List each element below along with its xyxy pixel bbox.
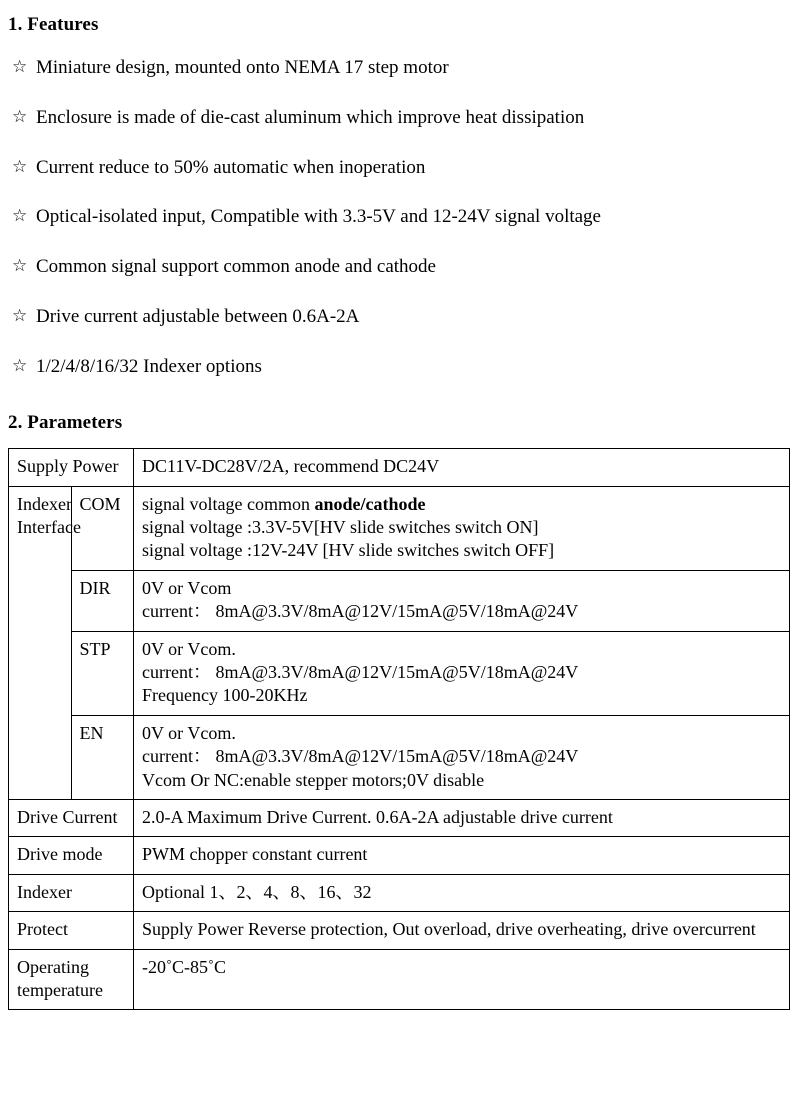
table-row — [9, 949, 790, 1010]
star-icon: ☆ — [12, 57, 28, 76]
star-icon: ☆ — [12, 106, 28, 126]
com-line-1-text: signal voltage common — [142, 493, 315, 514]
row-sublabel-dir: DIR — [71, 570, 134, 631]
page-title-parameters: 2. Parameters — [8, 412, 123, 434]
table-row — [9, 799, 790, 836]
en-line-1: 0V or Vcom. — [142, 722, 236, 743]
table-row — [9, 837, 790, 874]
list-item — [8, 56, 790, 80]
feature-text: Current reduce to 50% automatic when inoperation — [36, 156, 426, 178]
row-label-drive-mode: Drive mode — [9, 837, 134, 874]
table-row — [9, 449, 790, 486]
list-item — [8, 156, 790, 180]
row-value-dir — [134, 570, 790, 631]
table-row — [9, 631, 790, 715]
com-line-2: signal voltage :3.3V-5V[HV slide switches switch ON] — [142, 517, 539, 538]
dir-line-1: 0V or Vcom — [142, 577, 232, 598]
list-item — [8, 255, 790, 279]
feature-text: Optical-isolated input, Compatible with 3.3-5V and 12-24V signal voltage — [36, 206, 601, 228]
table-row — [9, 486, 790, 570]
features-list — [8, 56, 790, 378]
row-label-supply-power: Supply Power — [9, 449, 134, 486]
list-item — [8, 355, 790, 379]
indexer-interface-label-line1: Indexer — [17, 493, 72, 514]
row-value-protect: Supply Power Reverse protection, Out overload, drive overheating, drive overcurrent — [134, 912, 790, 949]
stp-line-1: 0V or Vcom. — [142, 638, 236, 659]
row-value-en — [134, 715, 790, 799]
star-icon: ☆ — [12, 206, 28, 226]
row-sublabel-stp: STP — [71, 631, 134, 715]
feature-text: 1/2/4/8/16/32 Indexer options — [36, 355, 262, 377]
row-sublabel-en: EN — [71, 715, 134, 799]
row-value-operating-temperature: -20˚C-85˚C — [134, 949, 790, 1010]
operating-temperature-label-line1: Operating — [17, 956, 89, 977]
feature-text: Common signal support common anode and cathode — [36, 256, 436, 277]
stp-line-2: current： 8mA@3.3V/8mA@12V/15mA@5V/18mA@24V — [142, 661, 579, 682]
row-label-operating-temperature — [9, 949, 134, 1010]
table-row — [9, 912, 790, 949]
row-label-indexer: Indexer — [9, 874, 134, 911]
list-item — [8, 106, 790, 130]
com-line-1 — [142, 493, 781, 516]
dir-line-2: current： 8mA@3.3V/8mA@12V/15mA@5V/18mA@24V — [142, 601, 579, 622]
page-title-features: 1. Features — [8, 14, 99, 35]
table-row — [9, 570, 790, 631]
star-icon: ☆ — [12, 305, 28, 325]
row-label-drive-current: Drive Current — [9, 799, 134, 836]
feature-text: Drive current adjustable between 0.6A-2A — [36, 305, 360, 327]
row-value-indexer: Optional 1、2、4、8、16、32 — [134, 874, 790, 911]
indexer-interface-label-line2: Interface — [17, 517, 81, 538]
table-row — [9, 874, 790, 911]
stp-line-3: Frequency 100-20KHz — [142, 685, 308, 706]
row-label-protect: Protect — [9, 912, 134, 949]
com-line-1-bold: anode/cathode — [314, 493, 426, 514]
row-value-supply-power: DC11V-DC28V/2A, recommend DC24V — [134, 449, 790, 486]
star-icon: ☆ — [12, 256, 28, 275]
operating-temperature-label-line2: temperature — [17, 979, 103, 1000]
feature-text: Enclosure is made of die-cast aluminum which improve heat dissipation — [36, 106, 585, 128]
list-item — [8, 205, 790, 229]
en-line-3: Vcom Or NC:enable stepper motors;0V disable — [142, 769, 485, 790]
list-item — [8, 305, 790, 329]
star-icon: ☆ — [12, 156, 28, 176]
row-value-com — [134, 486, 790, 570]
feature-text: Miniature design, mounted onto NEMA 17 step motor — [36, 57, 449, 78]
star-icon: ☆ — [12, 355, 28, 375]
row-value-stp — [134, 631, 790, 715]
row-value-drive-current: 2.0-A Maximum Drive Current. 0.6A-2A adjustable drive current — [134, 799, 790, 836]
table-row — [9, 715, 790, 799]
row-value-drive-mode: PWM chopper constant current — [134, 837, 790, 874]
row-label-indexer-interface — [9, 486, 81, 799]
row-sublabel-com: COM — [71, 486, 134, 570]
parameters-table — [8, 448, 790, 1010]
en-line-2: current： 8mA@3.3V/8mA@12V/15mA@5V/18mA@24V — [142, 746, 579, 767]
com-line-3: signal voltage :12V-24V [HV slide switches switch OFF] — [142, 540, 555, 561]
